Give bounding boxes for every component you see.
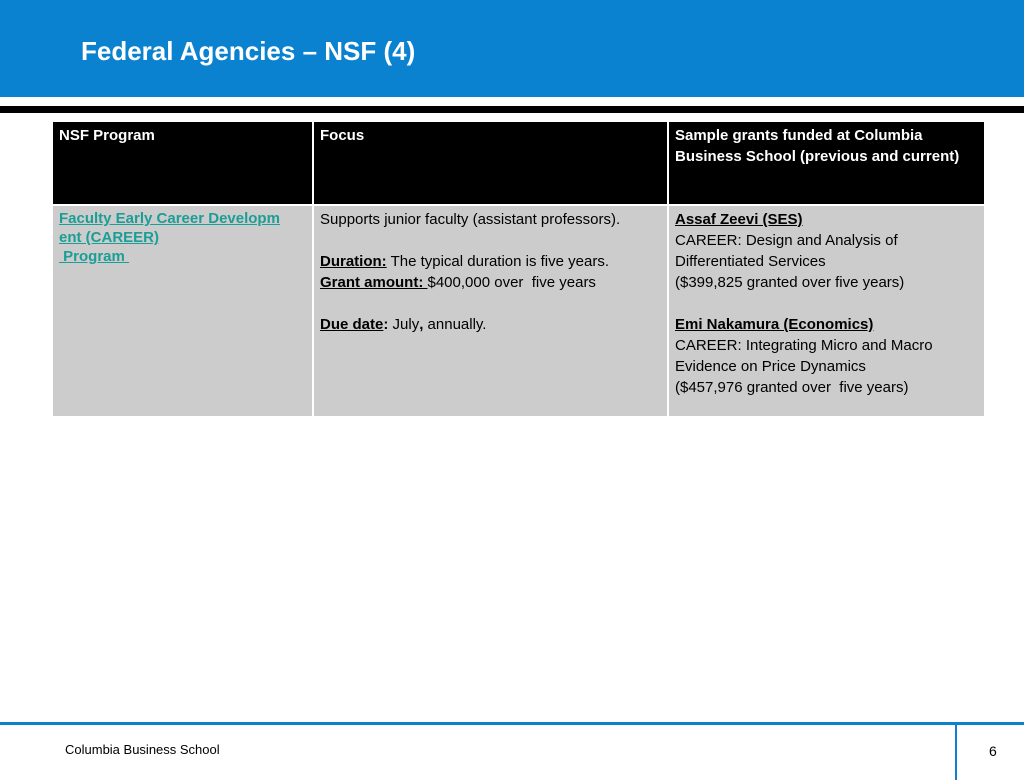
page-number: 6 (989, 743, 997, 759)
sample-grants-cell (668, 205, 985, 417)
grant-2-title-line-1: CAREER: Integrating Micro and Macro (675, 337, 933, 354)
table-row (52, 205, 985, 417)
grant-2-recipient: Emi Nakamura (Economics) (675, 316, 874, 333)
slide-title: Federal Agencies – NSF (4) (81, 36, 416, 66)
career-link-line-1[interactable]: Faculty Early Career Developm (59, 210, 280, 227)
footer-divider (955, 725, 957, 780)
nsf-program-table (51, 120, 986, 418)
grant-2-title-line-2: Evidence on Price Dynamics (675, 358, 866, 375)
grant-amount-text: $400,000 over five years (427, 274, 596, 291)
duration-label: Duration: (320, 253, 387, 270)
grant-amount-line (320, 272, 661, 293)
due-date-label: Due date (320, 316, 384, 333)
grant-1-title-line-1: CAREER: Design and Analysis of (675, 232, 898, 249)
grant-2-amount: ($457,976 granted over five years) (675, 379, 909, 396)
due-date-frequency: annually. (423, 316, 487, 333)
grant-1-recipient: Assaf Zeevi (SES) (675, 211, 803, 228)
header-sample-grants: Sample grants funded at Columbia Business School (previous and current) (668, 121, 985, 205)
career-program-link[interactable] (59, 209, 306, 266)
focus-summary: Supports junior faculty (assistant professors). (320, 211, 621, 228)
duration-text: The typical duration is five years. (386, 253, 609, 270)
header-focus: Focus (313, 121, 668, 205)
duration-line (320, 251, 661, 272)
grant-1-title-line-2: Differentiated Services (675, 253, 826, 270)
footer-school-name: Columbia Business School (65, 742, 220, 757)
table-header-row (52, 121, 985, 205)
due-date-colon: : (383, 316, 389, 333)
grant-amount-label: Grant amount: (320, 274, 428, 291)
header-divider (0, 106, 1024, 113)
career-link-line-2[interactable]: ent (CAREER) (59, 229, 159, 246)
career-link-line-3[interactable]: Program (59, 248, 130, 265)
header-nsf-program: NSF Program (52, 121, 313, 205)
footer-rule (0, 722, 1024, 725)
due-date-line (320, 314, 661, 335)
focus-cell (313, 205, 668, 417)
due-date-comma: , (419, 316, 424, 333)
due-date-month: July (388, 316, 420, 333)
grant-1-amount: ($399,825 granted over five years) (675, 274, 905, 291)
program-cell (52, 205, 313, 417)
